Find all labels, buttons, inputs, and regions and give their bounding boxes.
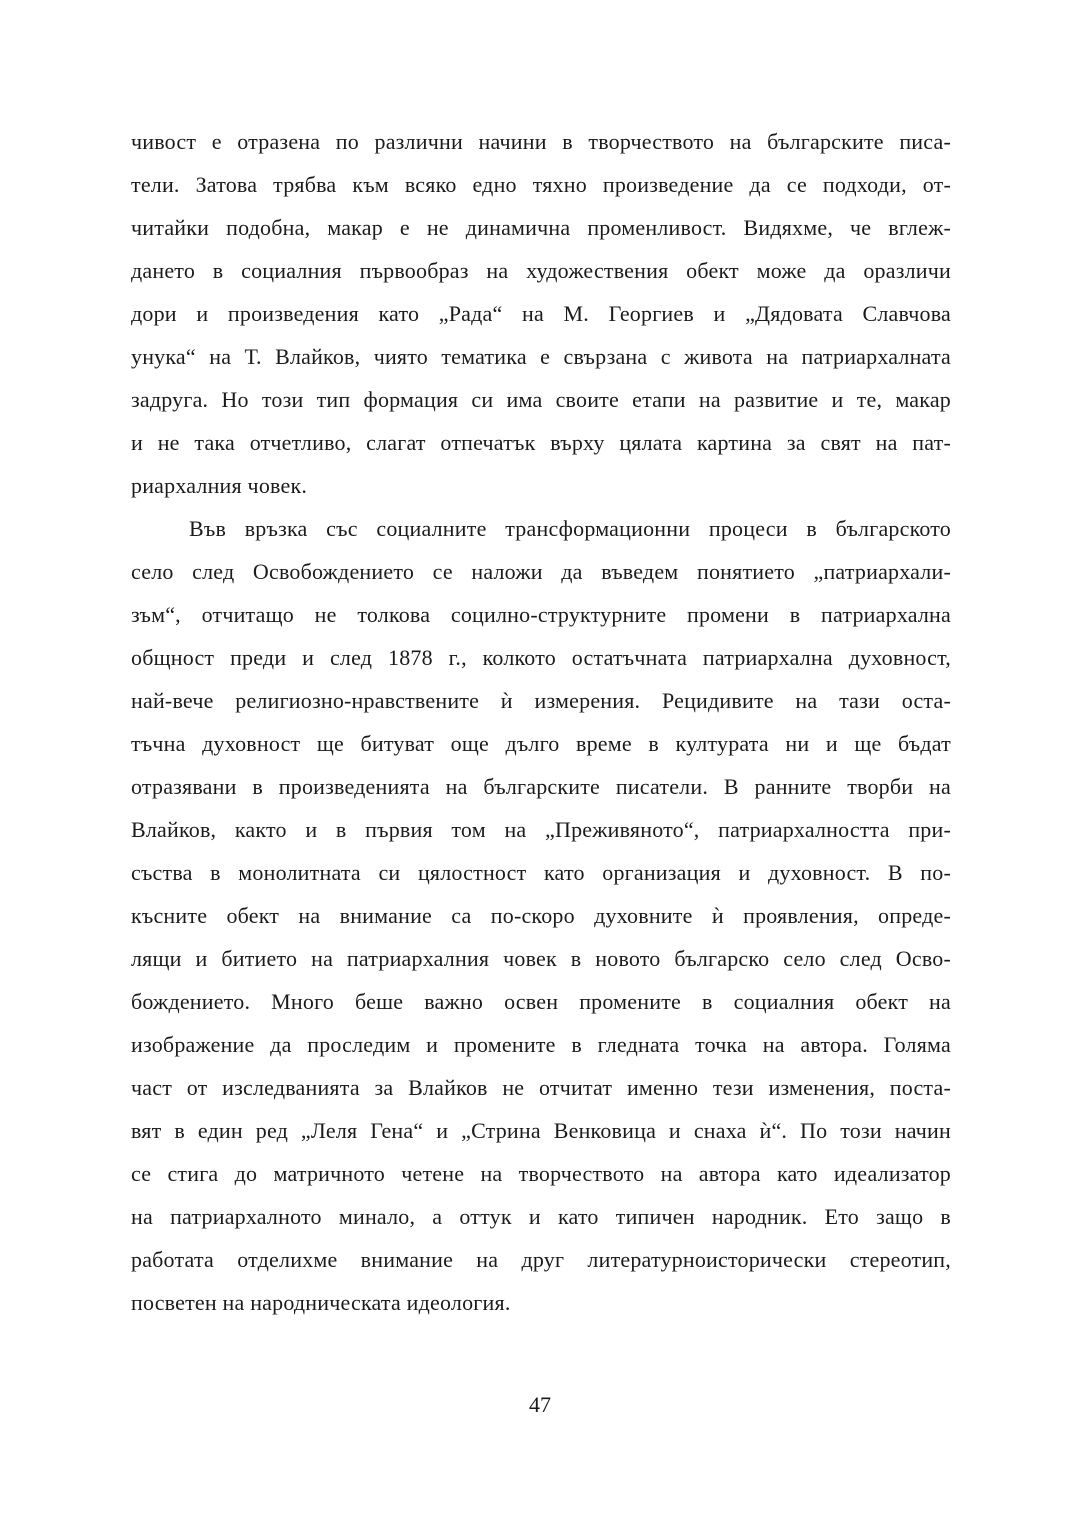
text-line: лящи и битието на патриархалния човек в новото българско село след Осво- <box>131 946 951 971</box>
text-line: тели. Затова трябва към всяко едно тяхно произведение да се подходи, от- <box>131 172 951 197</box>
text-line: най-вече религиозно-нравствените ѝ измерения. Рецидивите на тази оста- <box>131 688 951 713</box>
text-line: работата отделихме внимание на друг литературноисторически стереотип, <box>131 1247 951 1272</box>
text-block <box>131 120 951 1324</box>
text-line: и не така отчетливо, слагат отпечатък върху цялата картина за свят на пат- <box>131 430 951 455</box>
text-line: зъм“, отчитащо не толкова социлно-структурните промени в патриархална <box>131 602 951 627</box>
text-line: посветен на народническата идеология. <box>131 1290 511 1315</box>
text-line: чивост е отразена по различни начини в творчеството на българските писа- <box>131 129 951 154</box>
text-line: тъчна духовност ще битуват още дълго време в културата ни и ще бъдат <box>131 731 951 756</box>
text-line: читайки подобна, макар е не динамична променливост. Видяхме, че вглеж- <box>131 215 951 240</box>
page-number: 47 <box>529 1392 551 1417</box>
text-line: унука“ на Т. Влайков, чиято тематика е свързана с живота на патриархалната <box>131 344 951 369</box>
text-line: дането в социалния първообраз на художествения обект може да оразличи <box>131 258 951 283</box>
text-line: изображение да проследим и промените в гледната точка на автора. Голяма <box>131 1032 951 1057</box>
text-line: задруга. Но този тип формация си има своите етапи на развитие и те, макар <box>131 387 951 412</box>
text-line: се стига до матричното четене на творчеството на автора като идеализатор <box>131 1161 951 1186</box>
text-line: част от изследванията за Влайков не отчитат именно тези изменения, поста- <box>131 1075 951 1100</box>
text-line: село след Освобождението се наложи да въведем понятието „патриархали- <box>131 559 951 584</box>
text-line: на патриархалното минало, а оттук и като типичен народник. Ето защо в <box>131 1204 951 1229</box>
text-line: дори и произведения като „Рада“ на М. Георгиев и „Дядовата Славчова <box>131 301 951 326</box>
text-line: Влайков, както и в първия том на „Преживяното“, патриархалността при- <box>131 817 951 842</box>
text-line: бождението. Много беше важно освен промените в социалния обект на <box>131 989 951 1014</box>
text-line: късните обект на внимание са по-скоро духовните ѝ проявления, опреде- <box>131 903 951 928</box>
text-line: вят в един ред „Леля Гена“ и „Стрина Венковица и снаха ѝ“. По този начин <box>131 1118 951 1143</box>
text-line: съства в монолитната си цялостност като организация и духовност. В по- <box>131 860 951 885</box>
text-line: риархалния човек. <box>131 473 308 498</box>
text-line: Във връзка със социалните трансформационни процеси в българското <box>189 516 951 541</box>
text-line: отразявани в произведенията на българските писатели. В ранните творби на <box>131 774 951 799</box>
text-line: общност преди и след 1878 г., колкото остатъчната патриархална духовност, <box>131 645 951 670</box>
